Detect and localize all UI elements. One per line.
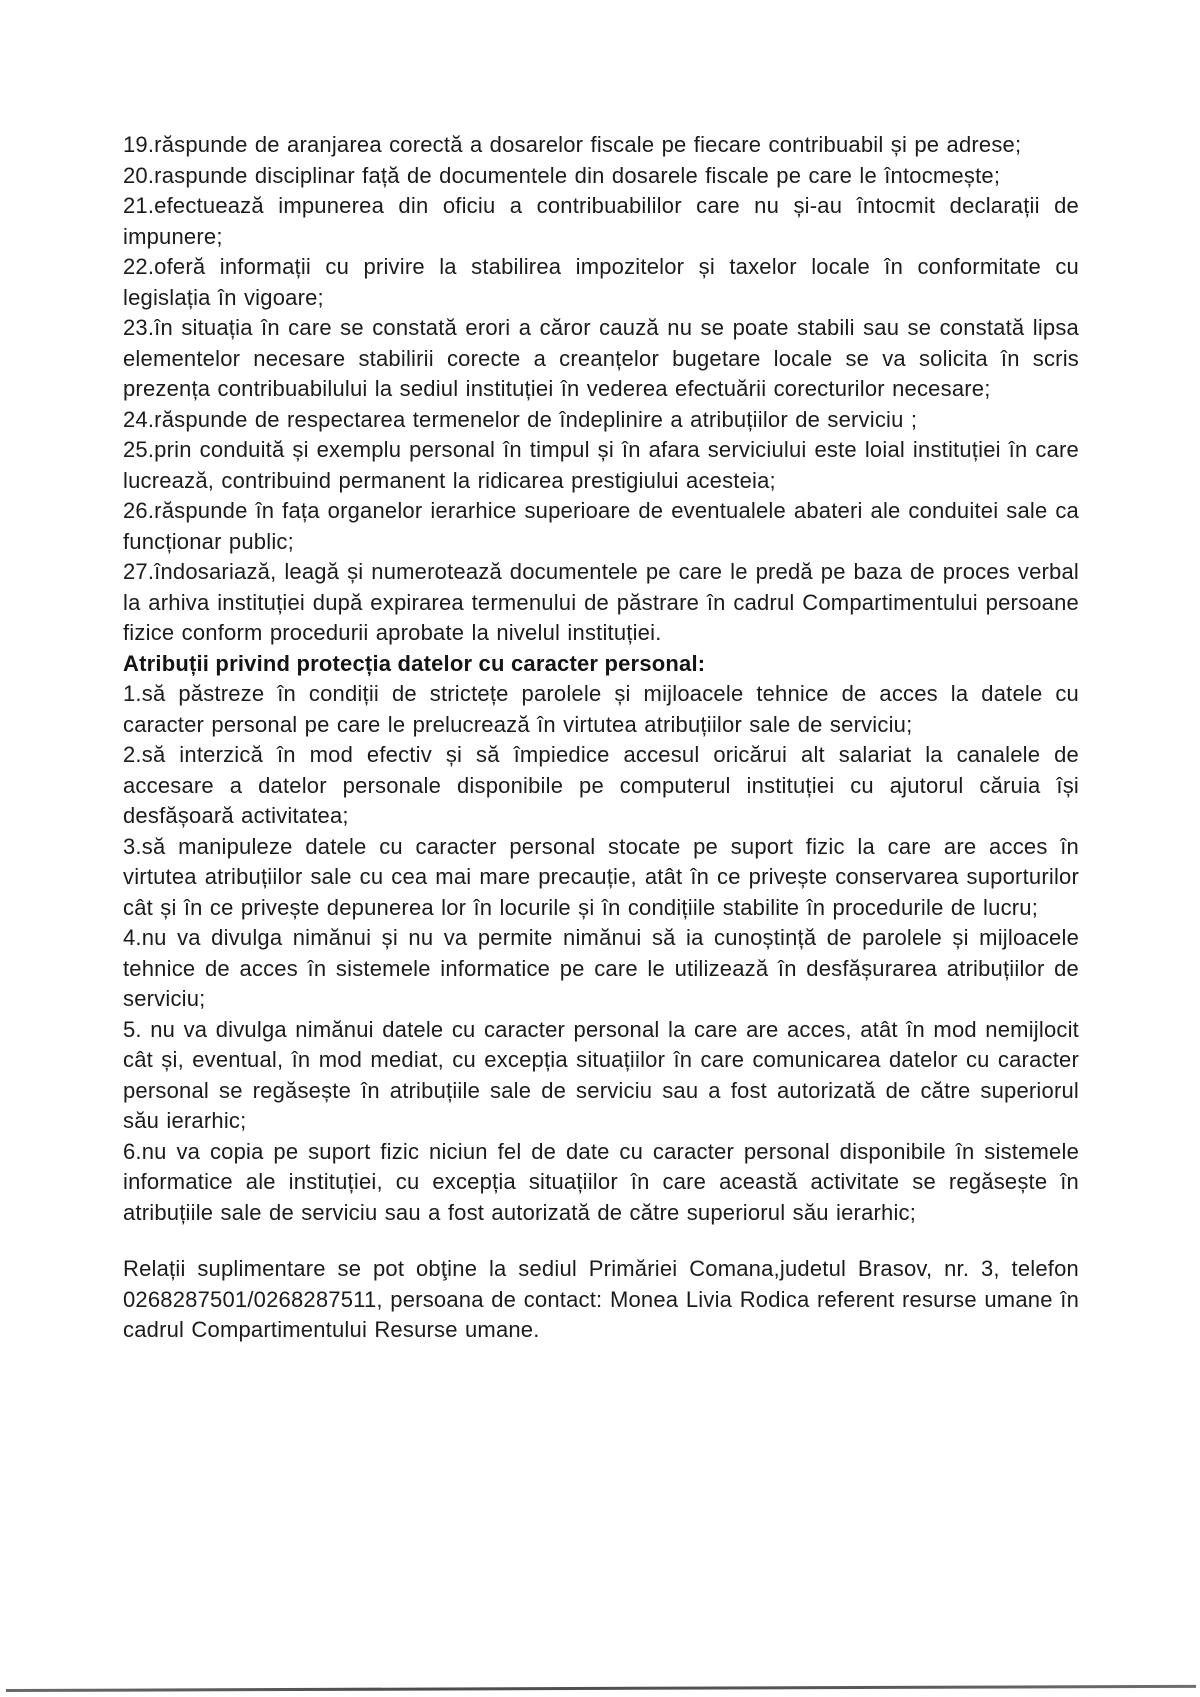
data-protection-heading: Atribuții privind protecția datelor cu caracter personal:	[123, 650, 706, 676]
data-protection-item-2: 2.să interzică în mod efectiv și să împiedice accesul oricărui alt salariat la canalele de accesare a datelor personale disponibile pe computerul instituției cu ajutorul căruia își desfășoară activitatea;	[123, 742, 1079, 828]
data-protection-item-5: 5. nu va divulga nimănui datele cu caracter personal la care are acces, atât în mod nemijlocit cât și, eventual, în mod mediat, cu excepția situațiilor în care comunicarea datelor cu caracter personal se regăsește în atribuțiile sale de serviciu sau a fost autorizată de către superiorul său ierarhic;	[123, 1016, 1079, 1133]
attribution-item-23: 23.în situația în care se constată erori a căror cauză nu se poate stabili sau se constată lipsa elementelor necesare stabilirii corecte a creanțelor bugetare locale se va solicita în scris prezența contribuabilului la sediul instituției în vederea efectuării corecturilor necesare;	[123, 315, 1079, 401]
data-protection-item-3: 3.să manipuleze datele cu caracter personal stocate pe suport fizic la care are acces în virtutea atribuțiilor sale cu cea mai mare precauție, atât în ce privește conservarea suporturilor cât și în ce privește depunerea lor în locurile și în condițiile stabilite în procedurile de lucru;	[123, 833, 1079, 920]
attribution-item-27: 27.îndosariază, leagă și numerotează documentele pe care le predă pe baza de proces verbal la arhiva instituției după expirarea termenului de păstrare în cadrul Compartimentului persoane fizice conform procedurii aprobate la nivelul instituției.	[123, 559, 1079, 645]
attribution-item-25: 25.prin conduită și exemplu personal în timpul și în afara serviciului este loial instituției în care lucrează, contribuind permanent la ridicarea prestigiului acesteia;	[123, 437, 1079, 493]
attribution-item-20: 20.raspunde disciplinar față de documentele din dosarele fiscale pe care le întocmește;	[123, 162, 1001, 188]
attribution-item-26: 26.răspunde în fața organelor ierarhice superioare de eventualele abateri ale conduitei sale ca funcționar public;	[123, 498, 1079, 554]
data-protection-item-4: 4.nu va divulga nimănui și nu va permite nimănui să ia cunoștință de parolele și mijloacele tehnice de acces în sistemele informatice pe care le utilizează în desfășurarea atribuțiilor de serviciu;	[123, 925, 1079, 1011]
attribution-item-24: 24.răspunde de respectarea termenelor de îndeplinire a atribuțiilor de serviciu ;	[123, 406, 918, 432]
data-protection-item-6: 6.nu va copia pe suport fizic niciun fel de date cu caracter personal disponibile în sistemele informatice ale instituției, cu excepția situațiilor în care această activitate se regăsește în atribuțiile sale de serviciu sau a fost autorizată de către superiorul său ierarhic;	[123, 1138, 1079, 1225]
page-bottom-rule	[6, 1685, 1196, 1692]
contact-info-paragraph: Relații suplimentare se pot obţine la sediul Primăriei Comana,judetul Brasov, nr. 3, telefon 0268287501/0268287511, persoana de contact: Monea Livia Rodica referent resurse umane în cadrul Compartimentului Resurse umane.	[123, 1256, 1079, 1342]
document-body	[123, 130, 1079, 1346]
attribution-item-19: 19.răspunde de aranjarea corectă a dosarelor fiscale pe fiecare contribuabil și pe adrese;	[123, 132, 1022, 157]
attribution-item-21: 21.efectuează impunerea din oficiu a contribuabililor care nu și-au întocmit declarații de impunere;	[123, 193, 1079, 249]
data-protection-item-1: 1.să păstreze în condiții de strictețe parolele și mijloacele tehnice de acces la datele cu caracter personal pe care le prelucrează în virtutea atribuțiilor sale de serviciu;	[123, 681, 1079, 737]
attribution-item-22: 22.oferă informații cu privire la stabilirea impozitelor și taxelor locale în conformitate cu legislația în vigoare;	[123, 254, 1079, 310]
